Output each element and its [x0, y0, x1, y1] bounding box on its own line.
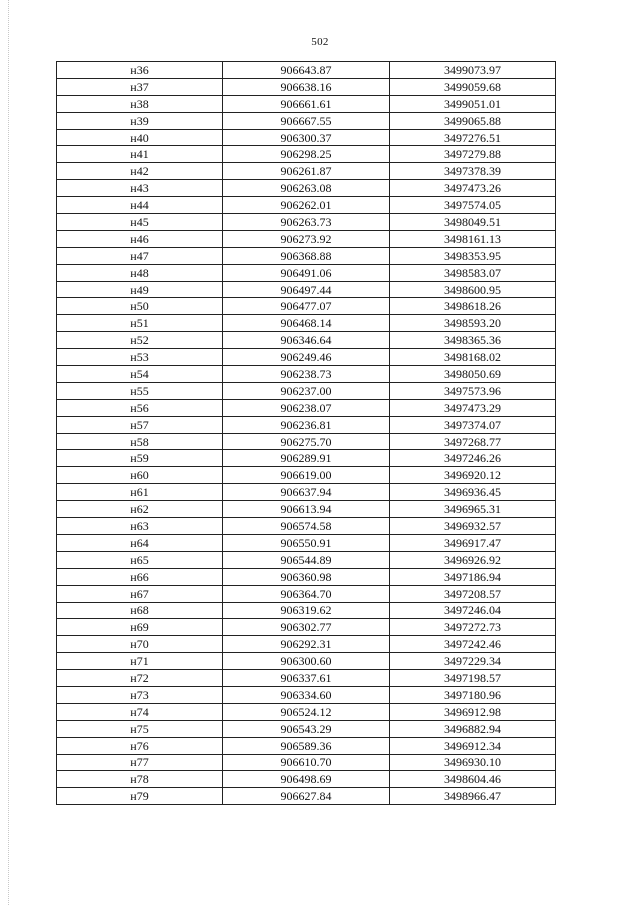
x-coordinate-cell: 906661.61	[223, 95, 390, 112]
point-id-cell: н39	[57, 112, 223, 129]
x-coordinate-cell: 906574.58	[223, 518, 390, 535]
point-id-cell: н73	[57, 686, 223, 703]
y-coordinate-cell: 3497229.34	[390, 653, 556, 670]
y-coordinate-cell: 3499073.97	[390, 62, 556, 79]
table-row	[57, 349, 556, 366]
table-row	[57, 636, 556, 653]
y-coordinate-cell: 3497268.77	[390, 433, 556, 450]
point-id-cell: н37	[57, 78, 223, 95]
point-id-cell: н79	[57, 788, 223, 805]
x-coordinate-cell: 906638.16	[223, 78, 390, 95]
y-coordinate-cell: 3497198.57	[390, 670, 556, 687]
table-row	[57, 332, 556, 349]
table-row	[57, 619, 556, 636]
table-row	[57, 95, 556, 112]
x-coordinate-cell: 906249.46	[223, 349, 390, 366]
x-coordinate-cell: 906613.94	[223, 501, 390, 518]
point-id-cell: н75	[57, 720, 223, 737]
table-row	[57, 686, 556, 703]
x-coordinate-cell: 906667.55	[223, 112, 390, 129]
point-id-cell: н69	[57, 619, 223, 636]
x-coordinate-cell: 906236.81	[223, 416, 390, 433]
x-coordinate-cell: 906298.25	[223, 146, 390, 163]
table-row	[57, 382, 556, 399]
y-coordinate-cell: 3497180.96	[390, 686, 556, 703]
y-coordinate-cell: 3498353.95	[390, 247, 556, 264]
y-coordinate-cell: 3496936.45	[390, 484, 556, 501]
point-id-cell: н45	[57, 214, 223, 231]
x-coordinate-cell: 906610.70	[223, 754, 390, 771]
point-id-cell: н48	[57, 264, 223, 281]
table-row	[57, 62, 556, 79]
coordinates-table	[56, 61, 556, 805]
y-coordinate-cell: 3498604.46	[390, 771, 556, 788]
table-row	[57, 568, 556, 585]
point-id-cell: н36	[57, 62, 223, 79]
page-number: 502	[311, 36, 329, 48]
y-coordinate-cell: 3497574.05	[390, 197, 556, 214]
table-row	[57, 264, 556, 281]
y-coordinate-cell: 3497208.57	[390, 585, 556, 602]
point-id-cell: н76	[57, 737, 223, 754]
table-row	[57, 146, 556, 163]
point-id-cell: н53	[57, 349, 223, 366]
point-id-cell: н54	[57, 366, 223, 383]
x-coordinate-cell: 906360.98	[223, 568, 390, 585]
x-coordinate-cell: 906289.91	[223, 450, 390, 467]
x-coordinate-cell: 906346.64	[223, 332, 390, 349]
point-id-cell: н59	[57, 450, 223, 467]
y-coordinate-cell: 3496930.10	[390, 754, 556, 771]
y-coordinate-cell: 3496920.12	[390, 467, 556, 484]
y-coordinate-cell: 3496926.92	[390, 551, 556, 568]
x-coordinate-cell: 906263.73	[223, 214, 390, 231]
point-id-cell: н40	[57, 129, 223, 146]
table-row	[57, 416, 556, 433]
x-coordinate-cell: 906468.14	[223, 315, 390, 332]
y-coordinate-cell: 3498365.36	[390, 332, 556, 349]
x-coordinate-cell: 906300.60	[223, 653, 390, 670]
x-coordinate-cell: 906477.07	[223, 298, 390, 315]
y-coordinate-cell: 3497242.46	[390, 636, 556, 653]
y-coordinate-cell: 3498583.07	[390, 264, 556, 281]
table-row	[57, 484, 556, 501]
table-row	[57, 720, 556, 737]
table-row	[57, 281, 556, 298]
point-id-cell: н78	[57, 771, 223, 788]
point-id-cell: н63	[57, 518, 223, 535]
point-id-cell: н58	[57, 433, 223, 450]
x-coordinate-cell: 906302.77	[223, 619, 390, 636]
y-coordinate-cell: 3497378.39	[390, 163, 556, 180]
table-row	[57, 551, 556, 568]
y-coordinate-cell: 3496912.98	[390, 703, 556, 720]
point-id-cell: н47	[57, 247, 223, 264]
table-row	[57, 399, 556, 416]
table-row	[57, 78, 556, 95]
x-coordinate-cell: 906319.62	[223, 602, 390, 619]
y-coordinate-cell: 3498600.95	[390, 281, 556, 298]
table-row	[57, 433, 556, 450]
table-row	[57, 129, 556, 146]
y-coordinate-cell: 3498050.69	[390, 366, 556, 383]
table-row	[57, 247, 556, 264]
y-coordinate-cell: 3498593.20	[390, 315, 556, 332]
x-coordinate-cell: 906627.84	[223, 788, 390, 805]
y-coordinate-cell: 3496932.57	[390, 518, 556, 535]
y-coordinate-cell: 3498168.02	[390, 349, 556, 366]
table-row	[57, 163, 556, 180]
table-row	[57, 534, 556, 551]
y-coordinate-cell: 3497186.94	[390, 568, 556, 585]
y-coordinate-cell: 3497246.04	[390, 602, 556, 619]
point-id-cell: н64	[57, 534, 223, 551]
y-coordinate-cell: 3496882.94	[390, 720, 556, 737]
x-coordinate-cell: 906368.88	[223, 247, 390, 264]
x-coordinate-cell: 906300.37	[223, 129, 390, 146]
table-row	[57, 754, 556, 771]
table-row	[57, 670, 556, 687]
point-id-cell: н62	[57, 501, 223, 518]
y-coordinate-cell: 3498966.47	[390, 788, 556, 805]
x-coordinate-cell: 906544.89	[223, 551, 390, 568]
y-coordinate-cell: 3499059.68	[390, 78, 556, 95]
y-coordinate-cell: 3497246.26	[390, 450, 556, 467]
x-coordinate-cell: 906261.87	[223, 163, 390, 180]
table-row	[57, 501, 556, 518]
x-coordinate-cell: 906497.44	[223, 281, 390, 298]
table-row	[57, 197, 556, 214]
point-id-cell: н60	[57, 467, 223, 484]
x-coordinate-cell: 906550.91	[223, 534, 390, 551]
point-id-cell: н72	[57, 670, 223, 687]
point-id-cell: н65	[57, 551, 223, 568]
table-row	[57, 585, 556, 602]
y-coordinate-cell: 3499065.88	[390, 112, 556, 129]
x-coordinate-cell: 906589.36	[223, 737, 390, 754]
x-coordinate-cell: 906273.92	[223, 230, 390, 247]
point-id-cell: н38	[57, 95, 223, 112]
x-coordinate-cell: 906364.70	[223, 585, 390, 602]
table-row	[57, 315, 556, 332]
table-row	[57, 112, 556, 129]
coordinates-table-body	[57, 62, 556, 805]
point-id-cell: н41	[57, 146, 223, 163]
x-coordinate-cell: 906491.06	[223, 264, 390, 281]
x-coordinate-cell: 906524.12	[223, 703, 390, 720]
x-coordinate-cell: 906263.08	[223, 180, 390, 197]
table-row	[57, 450, 556, 467]
table-row	[57, 788, 556, 805]
table-row	[57, 366, 556, 383]
x-coordinate-cell: 906543.29	[223, 720, 390, 737]
point-id-cell: н51	[57, 315, 223, 332]
y-coordinate-cell: 3496965.31	[390, 501, 556, 518]
table-row	[57, 737, 556, 754]
table-row	[57, 230, 556, 247]
point-id-cell: н77	[57, 754, 223, 771]
page-scan-edge	[8, 0, 10, 905]
table-row	[57, 653, 556, 670]
point-id-cell: н70	[57, 636, 223, 653]
point-id-cell: н67	[57, 585, 223, 602]
point-id-cell: н42	[57, 163, 223, 180]
x-coordinate-cell: 906275.70	[223, 433, 390, 450]
table-row	[57, 771, 556, 788]
y-coordinate-cell: 3497272.73	[390, 619, 556, 636]
x-coordinate-cell: 906637.94	[223, 484, 390, 501]
table-row	[57, 298, 556, 315]
y-coordinate-cell: 3496917.47	[390, 534, 556, 551]
point-id-cell: н46	[57, 230, 223, 247]
x-coordinate-cell: 906619.00	[223, 467, 390, 484]
table-row	[57, 518, 556, 535]
y-coordinate-cell: 3498161.13	[390, 230, 556, 247]
point-id-cell: н74	[57, 703, 223, 720]
x-coordinate-cell: 906262.01	[223, 197, 390, 214]
y-coordinate-cell: 3497473.26	[390, 180, 556, 197]
point-id-cell: н43	[57, 180, 223, 197]
y-coordinate-cell: 3496912.34	[390, 737, 556, 754]
table-row	[57, 467, 556, 484]
point-id-cell: н68	[57, 602, 223, 619]
table-row	[57, 180, 556, 197]
y-coordinate-cell: 3497473.29	[390, 399, 556, 416]
point-id-cell: н52	[57, 332, 223, 349]
y-coordinate-cell: 3497374.07	[390, 416, 556, 433]
point-id-cell: н57	[57, 416, 223, 433]
y-coordinate-cell: 3499051.01	[390, 95, 556, 112]
point-id-cell: н55	[57, 382, 223, 399]
y-coordinate-cell: 3498049.51	[390, 214, 556, 231]
table-row	[57, 214, 556, 231]
x-coordinate-cell: 906292.31	[223, 636, 390, 653]
point-id-cell: н66	[57, 568, 223, 585]
table-row	[57, 602, 556, 619]
x-coordinate-cell: 906337.61	[223, 670, 390, 687]
x-coordinate-cell: 906237.00	[223, 382, 390, 399]
y-coordinate-cell: 3497573.96	[390, 382, 556, 399]
point-id-cell: н44	[57, 197, 223, 214]
x-coordinate-cell: 906498.69	[223, 771, 390, 788]
point-id-cell: н56	[57, 399, 223, 416]
x-coordinate-cell: 906643.87	[223, 62, 390, 79]
point-id-cell: н71	[57, 653, 223, 670]
y-coordinate-cell: 3497276.51	[390, 129, 556, 146]
y-coordinate-cell: 3497279.88	[390, 146, 556, 163]
x-coordinate-cell: 906238.07	[223, 399, 390, 416]
table-row	[57, 703, 556, 720]
x-coordinate-cell: 906238.73	[223, 366, 390, 383]
y-coordinate-cell: 3498618.26	[390, 298, 556, 315]
point-id-cell: н49	[57, 281, 223, 298]
point-id-cell: н50	[57, 298, 223, 315]
x-coordinate-cell: 906334.60	[223, 686, 390, 703]
point-id-cell: н61	[57, 484, 223, 501]
